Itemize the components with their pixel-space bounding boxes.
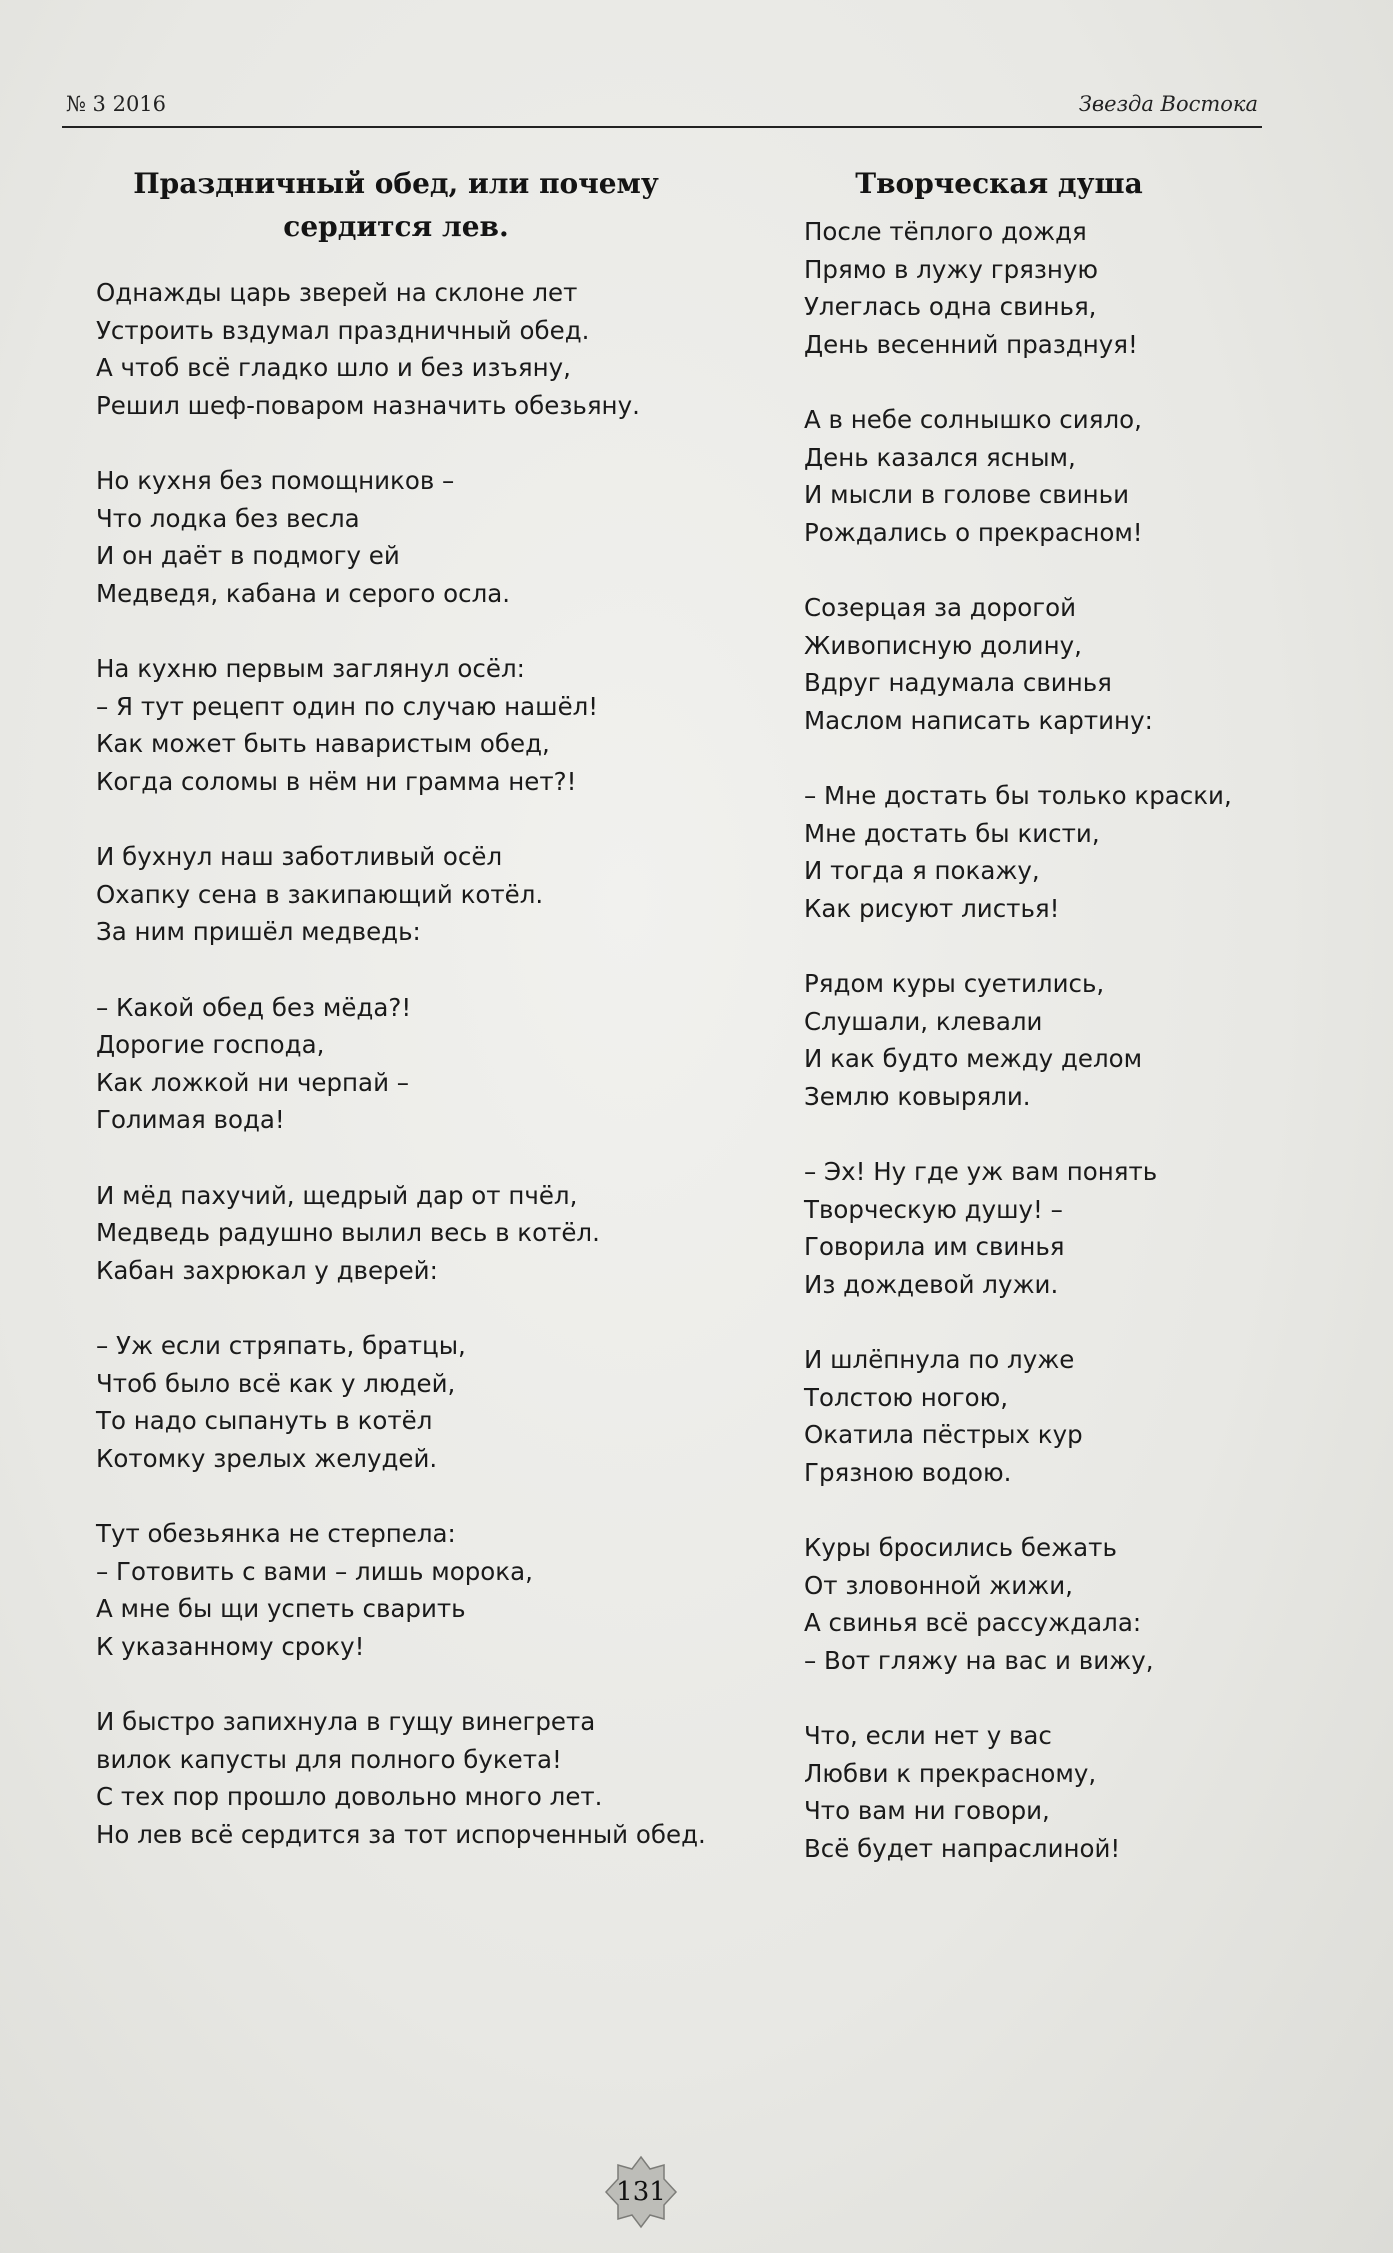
poem-line: И мысли в голове свиньи [804,480,1130,509]
poem-line: Живописную долину, [804,630,1082,660]
poem-line: – Какой обед без мёда?! [96,992,412,1022]
stanza [96,838,786,951]
poem-line: – Готовить с вами – лишь морока, [96,1556,533,1586]
poem-right-column [804,162,1274,1905]
poem-line: К указанному сроку! [96,1631,365,1661]
poem-title: Праздничный обед, или почему сердится лев. [133,167,659,243]
poem-line: – Я тут рецепт один по случаю нашёл! [96,691,599,721]
poem-line: – Мне достать бы только краски, [804,781,1232,810]
poem-line: Но кухня без помощников – [96,466,455,495]
poem-line: Тут обезьянка не стерпела: [96,1519,456,1548]
poem-line: Созерцая за дорогой [804,593,1077,622]
poem-line: Говорила им свинья [804,1232,1065,1261]
poem-line: Котомку зрелых желудей. [96,1443,438,1473]
poem-line: Слушали, клевали [804,1006,1043,1036]
page-header [62,86,1262,128]
poem-line: Улеглась одна свинья, [804,292,1097,321]
poem-line: Вдруг надумала свинья [804,668,1112,697]
page-number: 131 [616,2177,666,2207]
poem-line: Рождались о прекрасном! [804,517,1143,547]
poem-title: Творческая душа [855,167,1143,200]
stanza [96,1703,786,1853]
poem-line: – Эх! Ну где уж вам понять [804,1157,1158,1186]
poem-line: На кухню первым заглянул осёл: [96,654,525,683]
poem-line: Как рисуют листья! [804,893,1060,923]
stanza [96,462,786,612]
poem-line: Куры бросились бежать [804,1533,1117,1562]
stanza [804,1529,1274,1679]
poem-line: А чтоб всё гладко шло и без изъяну, [96,353,571,382]
poem-line: Как ложкой ни черпай – [96,1067,410,1097]
stanza [96,274,786,424]
poem-line: А в небе солнышко сияло, [804,405,1142,434]
poem-line: Медведя, кабана и серого осла. [96,578,511,608]
poem-line: То надо сыпануть в котёл [96,1406,433,1435]
poem-line: И он даёт в подмогу ей [96,541,400,570]
poem-body [96,274,786,1853]
poem-line: Решил шеф-поваром назначить обезьяну. [96,390,640,420]
poem-line: – Вот гляжу на вас и вижу, [804,1645,1154,1675]
poem-line: Дорогие господа, [96,1030,325,1059]
poem-line: Толстою ногою, [804,1382,1009,1412]
poem-line: Любви к прекрасному, [804,1758,1097,1788]
poem-line: вилок капусты для полного букета! [96,1744,562,1774]
poem-line: Окатила пёстрых кур [804,1420,1083,1449]
poem-line: День весенний празднуя! [804,329,1138,359]
stanza [96,1327,786,1477]
poem-line: Прямо в лужу грязную [804,254,1099,284]
poem-line: Что, если нет у вас [804,1721,1052,1750]
stanza [96,1177,786,1290]
stanza [804,213,1274,363]
stanza [804,777,1274,927]
poem-line: И мёд пахучий, щедрый дар от пчёл, [96,1180,578,1210]
poem-line: Чтоб было всё как у людей, [96,1368,456,1398]
poem-line: Грязною водою. [804,1457,1012,1487]
poem-line: Голимая вода! [96,1105,285,1134]
poem-line: Творческую душу! – [804,1194,1063,1224]
poem-line: За ним пришёл медведь: [96,917,421,946]
poem-line: И бухнул наш заботливый осёл [96,842,503,871]
poem-line: И шлёпнула по луже [804,1345,1075,1374]
poem-line: Из дождевой лужи. [804,1269,1059,1299]
poem-line: Когда соломы в нём ни грамма нет?! [96,766,577,796]
poem-line: Кабан захрюкал у дверей: [96,1255,438,1285]
poem-line: Маслом написать картину: [804,705,1153,735]
stanza [804,1717,1274,1867]
poem-line: А мне бы щи успеть сварить [96,1594,466,1623]
page-number-badge [604,2155,678,2229]
poem-line: Что лодка без весла [96,503,360,533]
stanza [96,1515,786,1665]
poem-line: День казался ясным, [804,442,1076,472]
stanza [96,989,786,1139]
poem-line: Устроить вздумал праздничный обед. [96,315,590,345]
poem-line: После тёплого дождя [804,217,1087,246]
stanza [804,1341,1274,1491]
poem-line: И тогда я покажу, [804,856,1040,885]
issue-number: № 3 2016 [66,92,167,116]
poem-line: И быстро запихнула в гущу винегрета [96,1707,596,1736]
stanza [804,965,1274,1115]
poem-line: Но лев всё сердится за тот испорченный обед. [96,1819,706,1849]
poem-line: Однажды царь зверей на склоне лет [96,278,578,307]
poem-line: От зловонной жижи, [804,1570,1073,1600]
poem-line: Рядом куры суетились, [804,969,1105,998]
stanza [804,589,1274,739]
stanza [804,1153,1274,1303]
poem-line: И как будто между делом [804,1044,1143,1073]
poem-line: С тех пор прошло довольно много лет. [96,1782,603,1811]
poem-line: Охапку сена в закипающий котёл. [96,879,544,909]
poem-line: Медведь радушно вылил весь в котёл. [96,1218,600,1247]
stanza [804,401,1274,551]
poem-line: Всё будет напраслиной! [804,1833,1121,1863]
poem-line: – Уж если стряпать, братцы, [96,1331,466,1360]
stanza [96,650,786,800]
poem-line: Как может быть наваристым обед, [96,729,550,758]
poem-line: Мне достать бы кисти, [804,818,1100,848]
poem-body [804,213,1274,1867]
poem-line: А свинья всё рассуждала: [804,1608,1142,1637]
poem-left-column [96,162,786,1891]
poem-line: Землю ковыряли. [804,1081,1031,1111]
poem-line: Что вам ни говори, [804,1796,1050,1825]
magazine-title: Звезда Востока [1078,92,1258,116]
